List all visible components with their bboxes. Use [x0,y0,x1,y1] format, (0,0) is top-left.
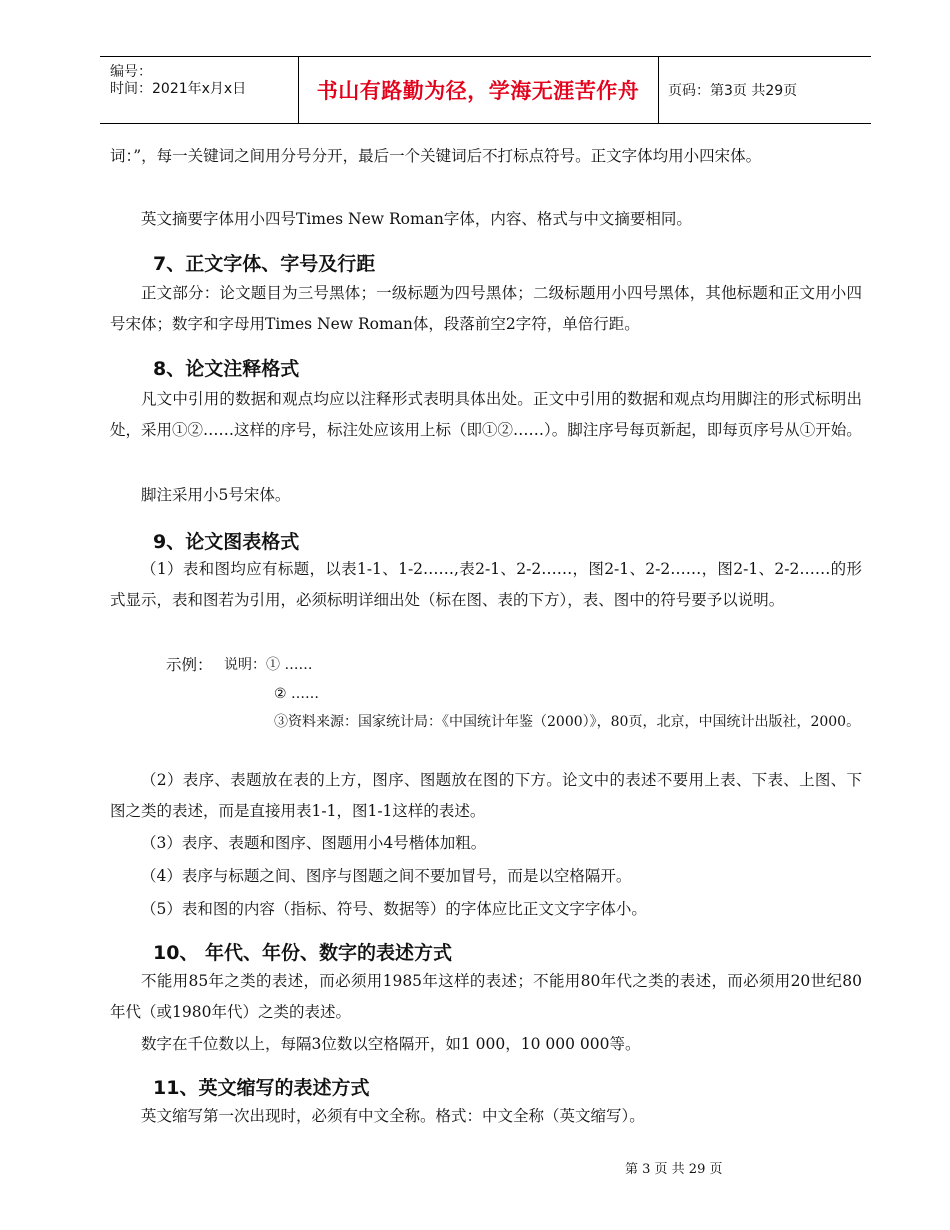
heading-section-8: 8、论文注释格式 [153,358,300,380]
paragraph-keywords-rule: 词：”，每一关键词之间用分号分开，最后一个关键词后不打标点符号。正文字体均用小四宋体。 [110,147,762,165]
header-motto: 书山有路勤为径，学海无涯苦作舟 [316,79,640,103]
paragraph-section-11: 英文缩写第一次出现时，必须有中文全称。格式：中文全称（英文缩写）。 [141,1107,645,1125]
document-time-label: 时间：2021年x月x日 [110,81,247,97]
header-meta [100,57,299,123]
header-motto-cell [298,57,659,123]
document-number-label: 编号： [110,64,152,80]
header-page-cell [658,57,871,123]
paragraph-section-9-5: （5）表和图的内容（指标、符号、数据等）的字体应比正文文字字体小。 [141,900,647,918]
paragraph-section-8-2: 脚注采用小5号宋体。 [141,486,291,504]
heading-section-11: 11、英文缩写的表述方式 [153,1077,370,1099]
paragraph-section-9-1: （1）表和图均应有标题，以表1-1、1-2……,表2-1、2-2……，图2-1、2-2……，图2-1、2-2……的形式显示，表和图若为引用，必须标明详细出处（标在图、表的下方），表、图中的符号要予以说明。 [110,560,862,609]
example-note-2: ② …… [274,686,320,702]
heading-section-9: 9、论文图表格式 [153,531,300,553]
heading-section-7: 7、正文字体、字号及行距 [153,253,376,275]
paragraph-section-9-3: （3）表序、表题和图序、图题用小4号楷体加粗。 [141,834,487,852]
paragraph-section-10-2: 数字在千位数以上，每隔3位数以空格隔开，如1 000，10 000 000等。 [141,1035,641,1053]
paragraph-section-10-1: 不能用85年之类的表述，而必须用1985年这样的表述；不能用80年代之类的表述，而必须用20世纪80年代（或1980年代）之类的表述。 [110,972,862,1021]
paragraph-english-abstract: 英文摘要字体用小四号Times New Roman字体，内容、格式与中文摘要相同。 [141,210,692,228]
example-note-1: 说明：① …… [224,657,313,673]
paragraph-section-7: 正文部分：论文题目为三号黑体；一级标题为四号黑体；二级标题用小四号黑体，其他标题和正文用小四号宋体；数字和字母用Times New Roman体，段落前空2字符，单倍行距。 [110,284,862,333]
header-page-info: 页码：第3页 共29页 [668,83,798,99]
page-header [100,56,871,124]
page-footer: 第 3 页 共 29 页 [625,1162,723,1177]
paragraph-section-8-1: 凡文中引用的数据和观点均应以注释形式表明具体出处。正文中引用的数据和观点均用脚注的形式标明出处，采用①②……这样的序号，标注处应该用上标（即①②……）。脚注序号每页新起，即每页序号从①开始。 [110,390,862,439]
paragraph-section-9-4: （4）表序与标题之间、图序与图题之间不要加冒号，而是以空格隔开。 [141,867,632,885]
paragraph-section-9-2: （2）表序、表题放在表的上方，图序、图题放在图的下方。论文中的表述不要用上表、下表、上图、下图之类的表述，而是直接用表1-1，图1-1这样的表述。 [110,771,862,820]
example-note-3: ③资料来源：国家统计局：《中国统计年鉴（2000）》，80页，北京，中国统计出版社，2000。 [274,714,861,730]
example-label: 示例： [166,656,213,674]
heading-section-10: 10、 年代、年份、数字的表述方式 [153,942,453,964]
